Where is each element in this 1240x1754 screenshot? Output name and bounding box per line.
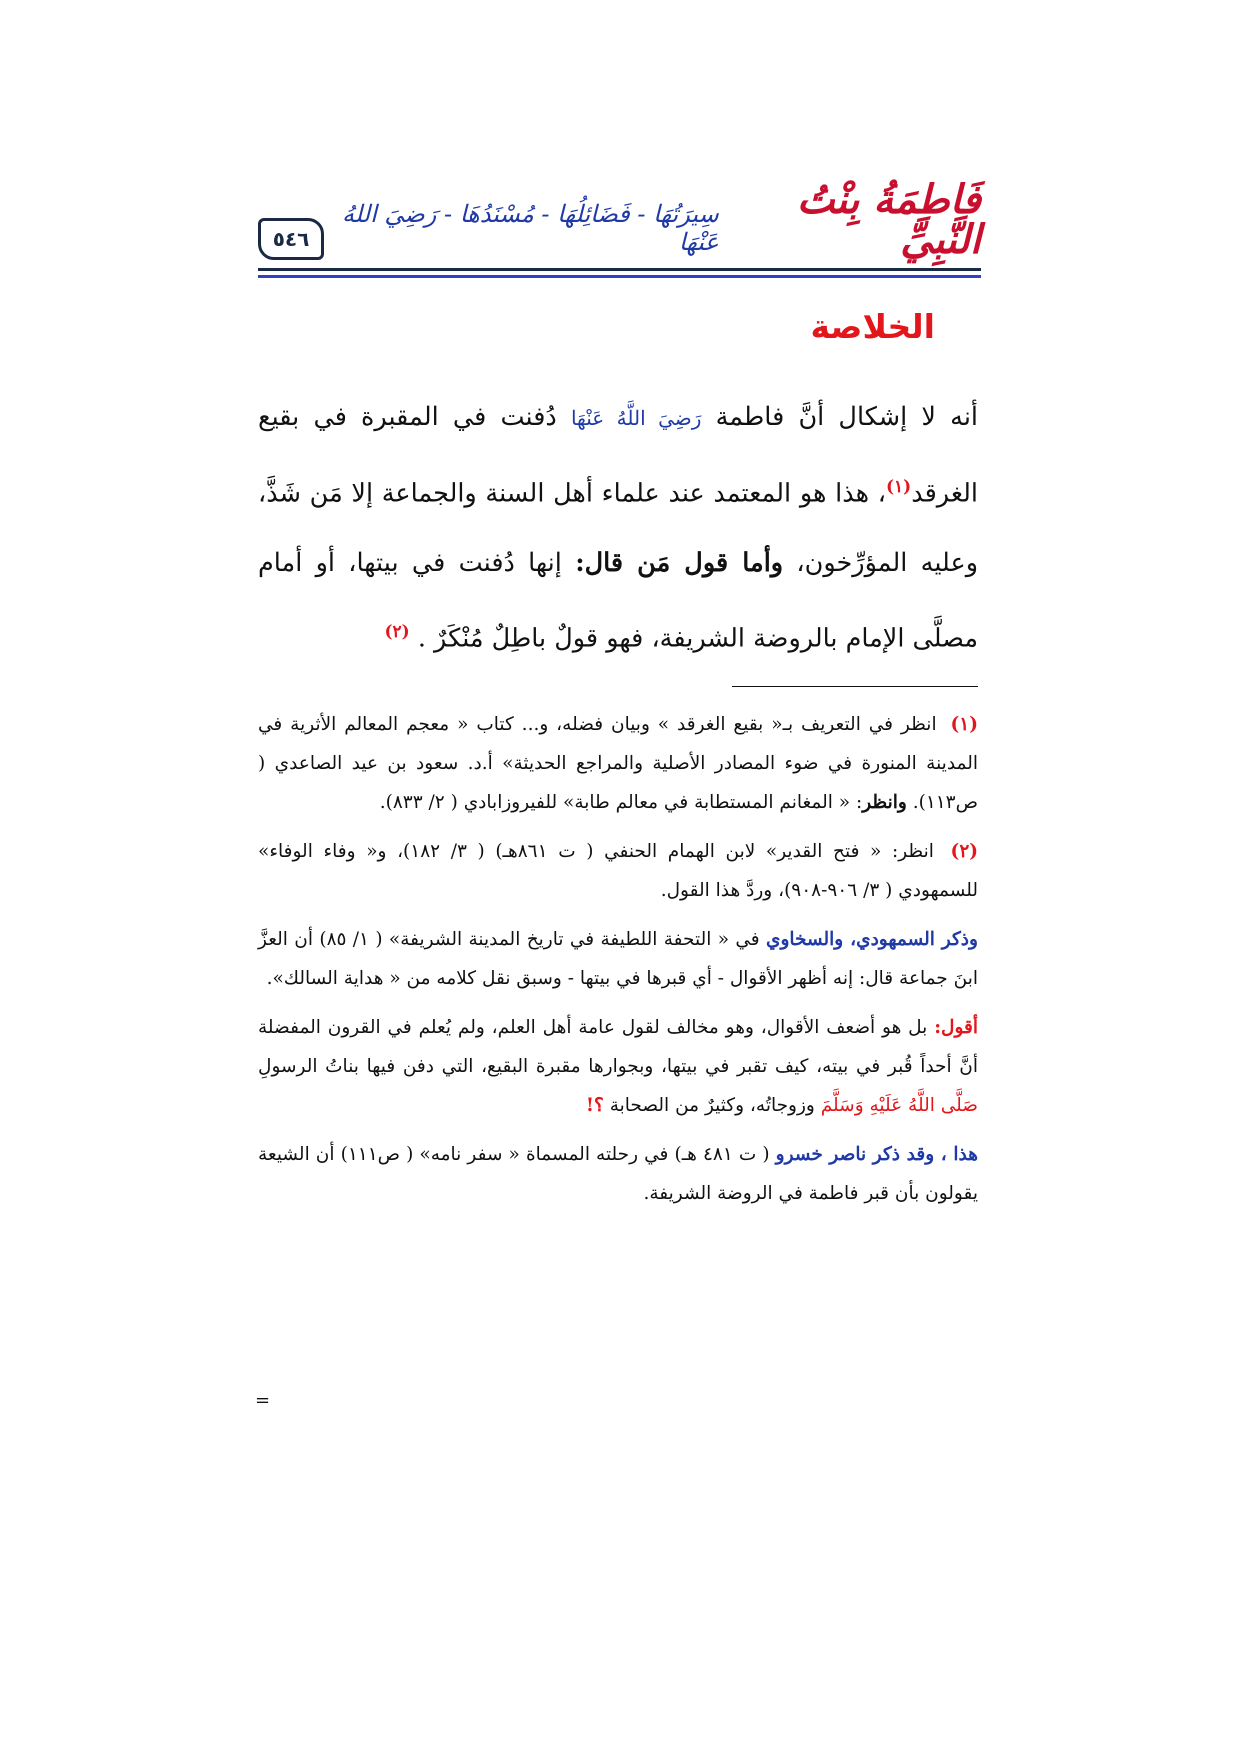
continuation-mark: =	[255, 1390, 271, 1411]
header-rule-bottom	[258, 275, 981, 278]
body-text: دُفنت في المقبرة في بقيع الغرقد	[258, 402, 978, 509]
footnotes	[258, 705, 978, 1223]
footnote-2	[258, 832, 978, 910]
body-text: أنه لا إشكال أنَّ فاطمة	[715, 402, 979, 432]
footnote-divider	[732, 686, 978, 687]
highlighted-names: هذا ، وقد ذكر ناصر خسرو	[775, 1144, 978, 1165]
footnote-marker: (١)	[950, 714, 978, 735]
page-header	[258, 176, 981, 278]
footnote-paragraph-khusraw	[258, 1135, 978, 1213]
highlighted-label: أقول:	[934, 1017, 978, 1038]
body-text: ، هذا هو المعتمد عند علماء أهل السنة والجماعة إلا مَن شَذَّ، وعليه المؤرِّخون،	[258, 478, 979, 578]
section-heading: الخلاصة	[810, 307, 935, 346]
footnote-text: انظر في التعريف بـ« بقيع الغرقد » وبيان فضله، و... كتاب « معجم المعالم الأثرية في المدينة المنورة في ضوء المصادر الأصلية والمراجع الحديثة» أ.د. سعود بن عيد الصاعدي ( ص١١٣).	[258, 714, 978, 813]
honorific: صَلَّى اللَّهُ عَلَيْهِ وَسَلَّمَ	[820, 1095, 978, 1116]
footnote-ref-2[interactable]: (٢)	[384, 621, 410, 642]
footnote-text: ( ت ٤٨١ هـ) في رحلته المسماة « سفر نامه» ( ص١١١) أن الشيعة يقولون بأن قبر فاطمة في الروضة الشريفة.	[258, 1144, 978, 1204]
footnote-text: : « المغانم المستطابة في معالم طابة» للفيروزابادي ( ٢/ ٨٣٣).	[379, 792, 863, 813]
honorific: رَضِيَ اللَّهُ عَنْهَا	[570, 406, 702, 430]
footnote-1	[258, 705, 978, 822]
footnote-paragraph-samhudi	[258, 920, 978, 998]
book-title-main: فَاطِمَةُ بِنْتُ النَّبِيِّ	[796, 176, 981, 263]
main-paragraph	[258, 383, 978, 673]
exclamation-mark: ؟!	[585, 1095, 604, 1116]
body-text: إنها دُفنت في بيتها، أو أمام مصلَّى الإمام بالروضة الشريفة، فهو قولٌ باطِلٌ مُنْكَرٌ .	[258, 547, 978, 653]
book-title	[341, 176, 981, 263]
footnote-text: في « التحفة اللطيفة في تاريخ المدينة الشريفة» ( ١/ ٨٥) أن العزَّ ابنَ جماعة قال: إنه أظهر الأقوال - أي قبرها في بيتها - وسبق نقل كلامه من « هداية السالك».	[258, 929, 978, 989]
footnote-paragraph-aqulu	[258, 1008, 978, 1125]
footnote-text: بل هو أضعف الأقوال، وهو مخالف لقول عامة أهل العلم، ولم يُعلم في القرون المفضلة أنَّ أحداً قُبر في بيته، كيف تقبر في بيتها، وبجوارها مقبرة البقيع، التي دفن فيها بناتُ الرسولِ	[258, 1017, 978, 1077]
footnote-text-bold: وانظر	[862, 792, 907, 813]
footnote-marker: (٢)	[950, 841, 979, 862]
page-number: ٥٤٦	[258, 218, 324, 260]
footnote-text: وزوجاتُه، وكثيرٌ من الصحابة	[609, 1095, 815, 1116]
body-text-bold: وأما قول مَن قال:	[575, 547, 784, 578]
highlighted-names: وذكر السمهودي، والسخاوي	[766, 929, 978, 950]
footnote-ref-1[interactable]: (١)	[885, 477, 912, 497]
footnote-text: انظر: « فتح القدير» لابن الهمام الحنفي ( ت ٨٦١هـ) ( ٣/ ١٨٢)، و« وفاء الوفاء» للسمهودي ( ٣/ ٩٠٦-٩٠٨)، وردَّ هذا القول.	[258, 841, 978, 901]
header-rule-top	[258, 268, 981, 271]
book-title-subtitle: سِيرَتُهَا - فَضَائِلُهَا - مُسْنَدُهَا - رَضِيَ اللهُ عَنْهَا	[341, 200, 719, 256]
